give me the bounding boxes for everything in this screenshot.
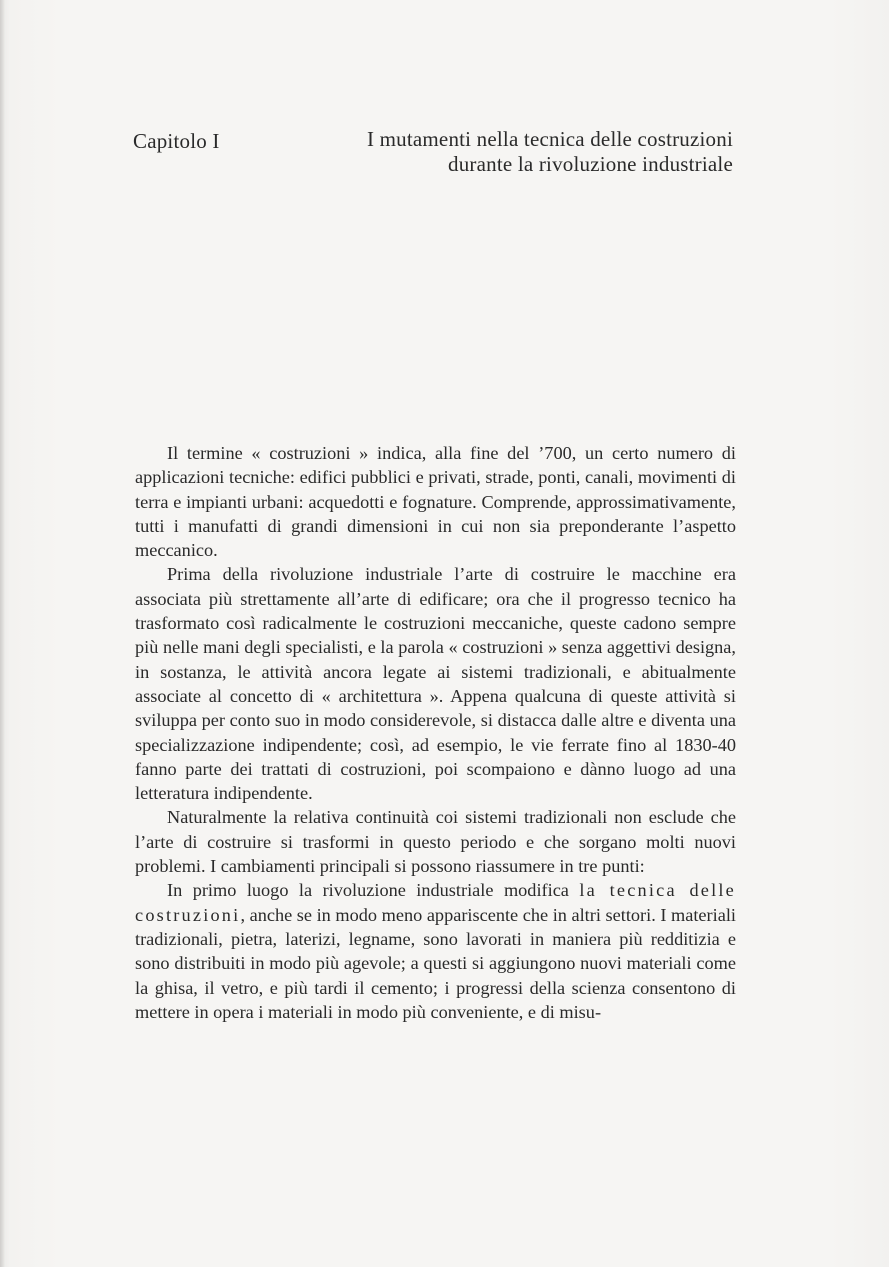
paragraph-4-start: In primo luogo la rivoluzione industriale modifica: [167, 880, 580, 901]
paragraph-4-end: , anche se in modo meno appariscente che in altri settori. I materiali tradizionali, pietra, laterizi, legname, sono lavorati in maniera più redditizia e sono distribuiti in modo più agevole; a questi si aggiungono nuovi materiali come la ghisa, il vetro, e più tardi il cemento; i progressi della scienza consentono di mettere in opera i materiali in modo più conveniente, e di misu-: [135, 904, 736, 1022]
chapter-title-line-1: I mutamenti nella tecnica delle costruzioni: [366, 127, 733, 151]
paragraph-2: Prima della rivoluzione industriale l’arte di costruire le macchine era associata più strettamente all’arte di edificare; ora che il progresso tecnico ha trasformato così radicalmente le costruzioni meccaniche, queste cadono sempre più nelle mani degli specialisti, e la parola « costruzioni » senza aggettivi designa, in sostanza, le attività ancora legate ai sistemi tradizionali, e abitualmente associate al concetto di « architettura ». Appena qualcuna di queste attività si sviluppa per conto suo in modo considerevole, si distacca dalle altre e diventa una specializzazione indipendente; così, ad esempio, le vie ferrate fino al 1830-40 fanno parte dei trattati di costruzioni, poi scompaiono e dànno luogo ad una letteratura indipendente.: [135, 564, 736, 804]
paragraph-3: Naturalmente la relativa continuità coi sistemi tradizionali non esclude che l’arte di costruire si trasformi in questo periodo e che sorgano molti nuovi problemi. I cambiamenti principali si possono riassumere in tre punti:: [135, 807, 736, 877]
page-edge-shadow: [0, 0, 5, 1267]
emphasized-phrase: la tecnica delle costruzioni: [135, 880, 736, 925]
chapter-title-line-2: durante la rivoluzione industriale: [448, 152, 733, 176]
chapter-title: [367, 127, 733, 177]
chapter-number: Capitolo I: [133, 129, 220, 153]
paragraph-1: Il termine « costruzioni » indica, alla fine del ’700, un certo numero di applicazioni tecniche: edifici pubblici e privati, strade, ponti, canali, movimenti di terra e impianti urbani: acquedotti e fognature. Comprende, approssimativamente, tutti i manufatti di grandi dimensioni in cui non sia preponderante l’aspetto meccanico.: [135, 443, 736, 561]
paragraph-4: [135, 878, 736, 1024]
body-text: [135, 441, 736, 1024]
